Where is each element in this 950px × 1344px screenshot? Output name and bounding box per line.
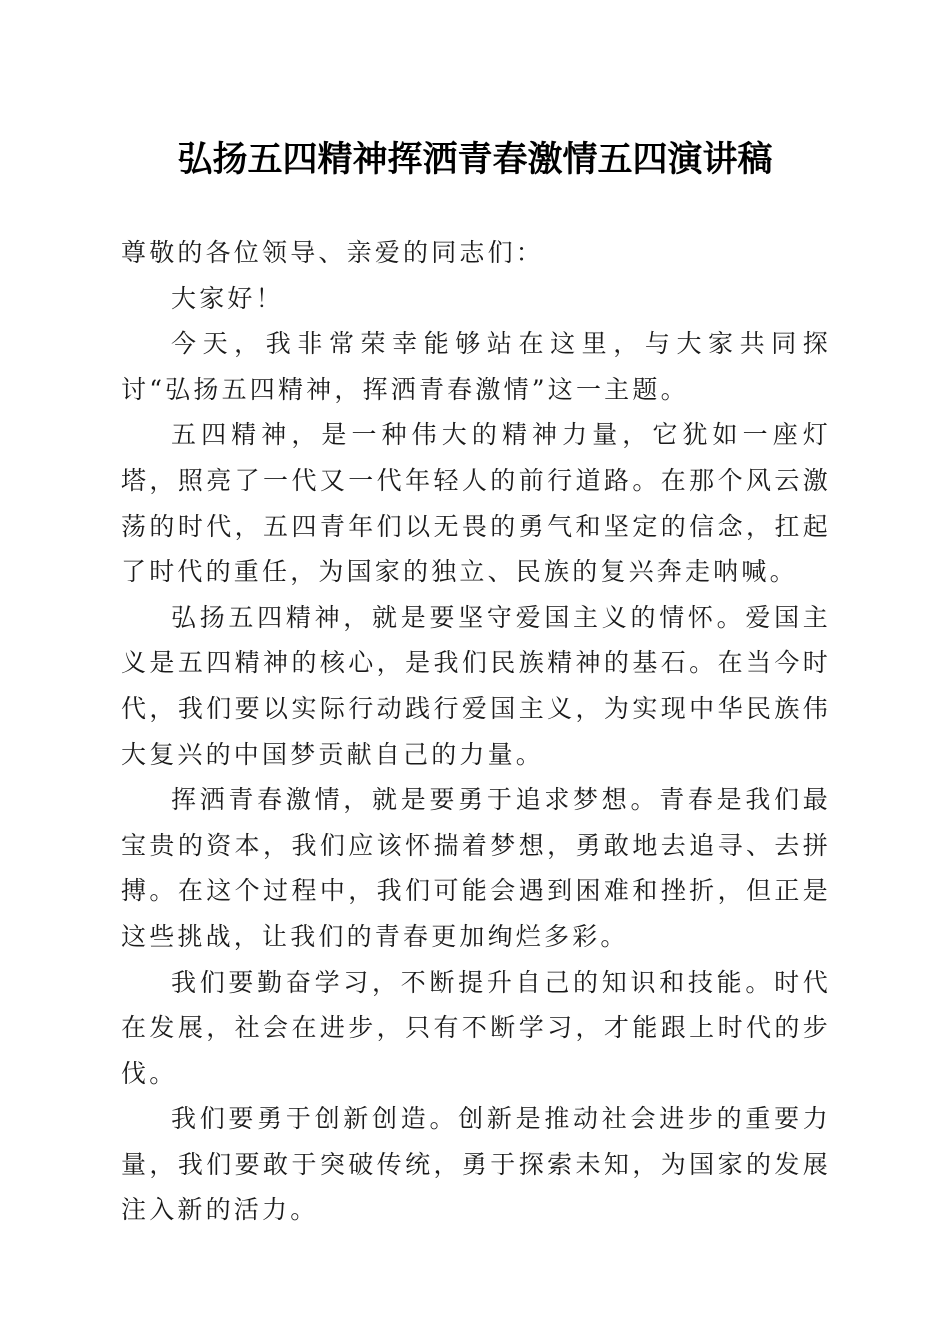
paragraph: 今天，我非常荣幸能够站在这里，与大家共同探讨“弘扬五四精神，挥洒青春激情”这一主题。 [121, 329, 831, 404]
paragraph: 弘扬五四精神，就是要坚守爱国主义的情怀。爱国主义是五四精神的核心，是我们民族精神的基石。在当今时代，我们要以实际行动践行爱国主义，为实现中华民族伟大复兴的中国梦贡献自己的力量。 [121, 602, 831, 769]
paragraph: 我们要勤奋学习，不断提升自己的知识和技能。时代在发展，社会在进步，只有不断学习，才能跟上时代的步伐。 [121, 967, 831, 1088]
document-title: 弘扬五四精神挥洒青春激情五四演讲稿 [177, 139, 773, 180]
salutation: 尊敬的各位领导、亲爱的同志们： [121, 238, 545, 267]
paragraph: 我们要勇于创新创造。创新是推动社会进步的重要力量，我们要敢于突破传统，勇于探索未知，为国家的发展注入新的活力。 [121, 1104, 831, 1225]
paragraph: 挥洒青春激情，就是要勇于追求梦想。青春是我们最宝贵的资本，我们应该怀揣着梦想，勇敢地去追寻、去拼搏。在这个过程中，我们可能会遇到困难和挫折，但正是这些挑战，让我们的青春更加绚烂多彩。 [121, 785, 831, 951]
document-body [121, 230, 831, 1233]
paragraph: 五四精神，是一种伟大的精神力量，它犹如一座灯塔，照亮了一代又一代年轻人的前行道路。在那个风云激荡的时代，五四青年们以无畏的勇气和坚定的信念，扛起了时代的重任，为国家的独立、民族的复兴奔走呐喊。 [121, 420, 831, 587]
greeting: 大家好！ [171, 283, 284, 313]
